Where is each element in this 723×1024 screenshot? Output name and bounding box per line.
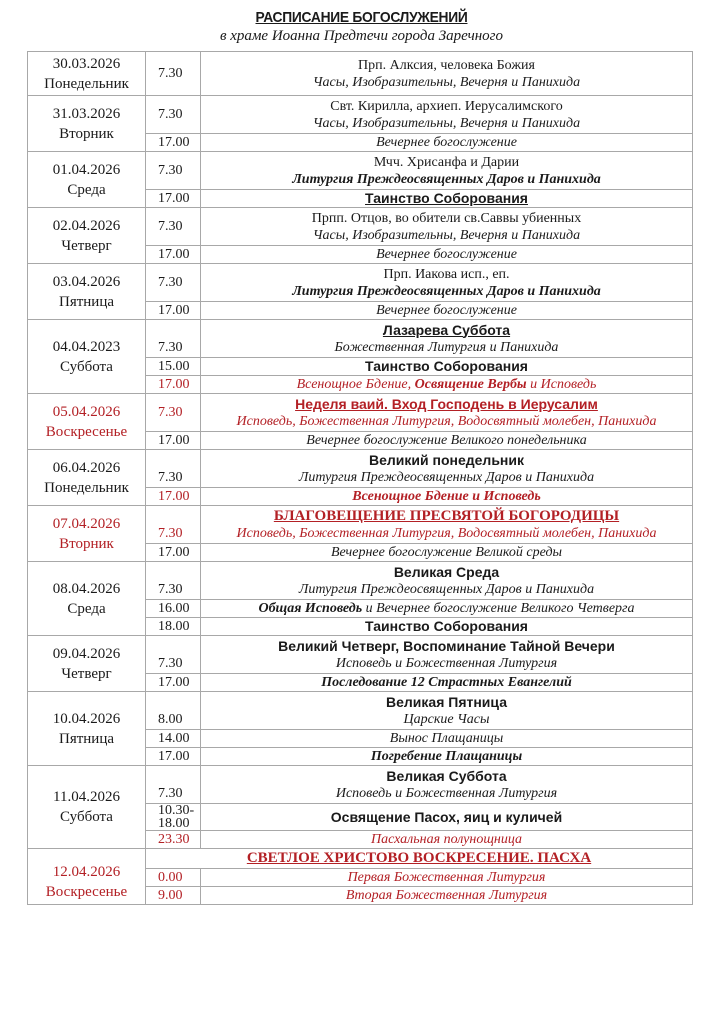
time-cell: 17.00 xyxy=(146,190,201,208)
time-cell: 7.30 xyxy=(146,96,201,134)
table-row xyxy=(28,849,693,869)
feast-name: Великая Пятница xyxy=(386,693,507,710)
date: 04.04.2023 xyxy=(52,338,121,355)
service-name: Литургия Преждеосвященных Даров и Панихида xyxy=(298,581,595,597)
date-cell xyxy=(28,562,146,636)
saint-name: Свт. Кирилла, архиеп. Иерусалимского xyxy=(330,98,563,114)
weekday: Суббота xyxy=(60,358,113,375)
date-cell xyxy=(28,506,146,562)
date: 03.04.2026 xyxy=(52,273,121,290)
time-cell: 0.00 xyxy=(146,869,201,887)
table-row xyxy=(28,264,693,302)
service-part-bold: Освящение Вербы xyxy=(414,377,527,392)
service-cell: Вечернее богослужение xyxy=(201,302,693,320)
service-cell xyxy=(201,152,693,190)
table-row xyxy=(28,208,693,246)
time-cell: 15.00 xyxy=(146,358,201,376)
service-name: Исповедь и Божественная Литургия xyxy=(335,655,558,671)
date: 07.04.2026 xyxy=(52,515,121,532)
service-cell: Вторая Божественная Литургия xyxy=(201,887,693,905)
time-cell: 7.30 xyxy=(146,636,201,674)
table-row xyxy=(28,692,693,730)
date: 12.04.2026 xyxy=(52,864,121,880)
table-row xyxy=(28,450,693,488)
weekday: Среда xyxy=(67,600,106,617)
saint-name: Прп. Алксия, человека Божия xyxy=(358,57,535,73)
weekday: Вторник xyxy=(59,125,114,142)
service-cell xyxy=(201,450,693,488)
date-cell xyxy=(28,52,146,96)
weekday: Пятница xyxy=(58,730,115,747)
time-cell: 16.00 xyxy=(146,600,201,618)
service-cell xyxy=(201,506,693,544)
date: 08.04.2026 xyxy=(52,580,121,597)
date-cell xyxy=(28,692,146,766)
saint-name: Прп. Иакова исп., еп. xyxy=(383,266,510,282)
service-name: Часы, Изобразительны, Вечерня и Панихида xyxy=(312,115,581,131)
weekday: Среда xyxy=(67,181,106,198)
time-cell: 7.30 xyxy=(146,52,201,96)
saint-name: Мчч. Хрисанфа и Дарии xyxy=(373,154,520,170)
service-name: Исповедь, Божественная Литургия, Водосвятный молебен, Панихида xyxy=(236,525,657,541)
date-cell xyxy=(28,264,146,320)
service-cell: Вечернее богослужение xyxy=(201,246,693,264)
time-cell: 7.30 xyxy=(146,766,201,804)
service-cell xyxy=(201,264,693,302)
service-name: Божественная Литургия и Панихида xyxy=(334,339,559,355)
service-cell: Вечернее богослужение Великой среды xyxy=(201,544,693,562)
service-cell xyxy=(201,208,693,246)
feast-name: Великая Суббота xyxy=(386,767,507,784)
date: 01.04.2026 xyxy=(52,161,121,178)
schedule-table xyxy=(27,51,693,905)
time-cell: 7.30 xyxy=(146,562,201,600)
time-cell: 9.00 xyxy=(146,887,201,905)
weekday: Воскресенье xyxy=(45,423,128,440)
time-cell: 7.30 xyxy=(146,152,201,190)
weekday: Четверг xyxy=(61,237,112,254)
time-cell: 7.30 xyxy=(146,506,201,544)
service-cell: Освящение Пасох, яиц и куличей xyxy=(201,804,693,831)
feast-name: Великий понедельник xyxy=(369,451,524,468)
table-row xyxy=(28,320,693,358)
service-cell: Погребение Плащаницы xyxy=(201,748,693,766)
service-cell xyxy=(201,376,693,394)
time-cell: 17.00 xyxy=(146,748,201,766)
service-part: и Исповедь xyxy=(526,377,597,392)
service-name: Исповедь и Божественная Литургия xyxy=(335,785,558,801)
weekday: Понедельник xyxy=(44,75,129,92)
service-cell xyxy=(201,692,693,730)
weekday: Понедельник xyxy=(44,479,129,496)
service-cell xyxy=(201,562,693,600)
date: 06.04.2026 xyxy=(52,459,121,476)
date-cell xyxy=(28,152,146,208)
date: 30.03.2026 xyxy=(52,55,121,72)
date: 31.03.2026 xyxy=(52,105,121,122)
weekday: Вторник xyxy=(59,535,114,552)
time-cell: 7.30 xyxy=(146,320,201,358)
date-cell xyxy=(28,849,146,905)
service-cell: Пасхальная полунощница xyxy=(201,831,693,849)
weekday: Воскресенье xyxy=(45,884,128,900)
service-cell xyxy=(201,320,693,358)
table-row xyxy=(28,52,693,96)
date-cell xyxy=(28,208,146,264)
time-cell: 17.00 xyxy=(146,246,201,264)
time-cell: 17.00 xyxy=(146,302,201,320)
time-cell: 17.00 xyxy=(146,544,201,562)
time-to: 18.00 xyxy=(158,816,190,831)
time-cell: 7.30 xyxy=(146,450,201,488)
service-cell: Вынос Плащаницы xyxy=(201,730,693,748)
feast-name: Великая Среда xyxy=(393,563,500,580)
service-part-bold: Общая Исповедь xyxy=(258,601,363,616)
service-part: и Вечернее богослужение Великого Четверга xyxy=(362,601,635,616)
service-name: Литургия Преждеосвященных Даров и Панихида xyxy=(292,171,601,187)
time-cell: 17.00 xyxy=(146,432,201,450)
weekday: Пятница xyxy=(58,293,115,310)
service-cell xyxy=(201,52,693,96)
service-cell xyxy=(201,636,693,674)
time-cell: 18.00 xyxy=(146,618,201,636)
feast-name: Лазарева Суббота xyxy=(382,321,511,338)
table-row xyxy=(28,152,693,190)
date: 10.04.2026 xyxy=(52,710,121,727)
service-cell xyxy=(201,766,693,804)
table-row xyxy=(28,766,693,804)
time-cell xyxy=(146,804,201,831)
table-row xyxy=(28,636,693,674)
date: 09.04.2026 xyxy=(52,645,121,662)
time-cell: 17.00 xyxy=(146,674,201,692)
table-row xyxy=(28,96,693,134)
time-cell: 17.00 xyxy=(146,134,201,152)
weekday: Суббота xyxy=(60,809,113,825)
time-cell: 7.30 xyxy=(146,264,201,302)
feast-name: СВЕТЛОЕ ХРИСТОВО ВОСКРЕСЕНИЕ. ПАСХА xyxy=(146,849,693,869)
service-cell xyxy=(201,394,693,432)
time-cell: 7.30 xyxy=(146,208,201,246)
feast-name: Великий Четверг, Воспоминание Тайной Вечери xyxy=(278,637,615,654)
service-name: Литургия Преждеосвященных Даров и Панихида xyxy=(292,283,601,299)
feast-name: БЛАГОВЕЩЕНИЕ ПРЕСВЯТОЙ БОГОРОДИЦЫ xyxy=(273,507,620,524)
service-cell: Последование 12 Страстных Евангелий xyxy=(201,674,693,692)
feast-name: Неделя ваий. Вход Господень в Иерусалим xyxy=(295,395,598,412)
table-row xyxy=(28,394,693,432)
service-cell: Таинство Соборования xyxy=(201,358,693,376)
saint-name: Прпп. Отцов, во обители св.Саввы убиенных xyxy=(311,210,582,226)
service-name: Часы, Изобразительны, Вечерня и Панихида xyxy=(312,227,581,243)
service-cell xyxy=(201,600,693,618)
date-cell xyxy=(28,96,146,152)
service-cell xyxy=(201,96,693,134)
service-name: Литургия Преждеосвященных Даров и Панихида xyxy=(298,469,595,485)
date-cell xyxy=(28,766,146,849)
date-cell xyxy=(28,636,146,692)
page-subtitle: в храме Иоанна Предтечи города Заречного xyxy=(219,28,504,44)
date-cell xyxy=(28,320,146,394)
service-cell: Таинство Соборования xyxy=(201,190,693,208)
time-cell: 8.00 xyxy=(146,692,201,730)
date: 02.04.2026 xyxy=(52,217,121,234)
date: 05.04.2026 xyxy=(52,403,121,420)
date-cell xyxy=(28,450,146,506)
service-cell: Вечернее богослужение Великого понедельника xyxy=(201,432,693,450)
service-part: Всенощное Бдение, xyxy=(296,377,415,392)
time-cell: 17.00 xyxy=(146,488,201,506)
service-cell: Первая Божественная Литургия xyxy=(201,869,693,887)
service-cell: Всенощное Бдение и Исповедь xyxy=(201,488,693,506)
page-title: РАСПИСАНИЕ БОГОСЛУЖЕНИЙ xyxy=(255,9,468,26)
service-name: Часы, Изобразительны, Вечерня и Панихида xyxy=(312,74,581,90)
time-cell: 7.30 xyxy=(146,394,201,432)
weekday: Четверг xyxy=(61,665,112,682)
service-cell: Вечернее богослужение xyxy=(201,134,693,152)
time-cell: 23.30 xyxy=(146,831,201,849)
service-name: Исповедь, Божественная Литургия, Водосвятный молебен, Панихида xyxy=(236,413,657,429)
table-row xyxy=(28,506,693,544)
time-from: 10.30- xyxy=(158,803,195,818)
date-cell xyxy=(28,394,146,450)
service-cell: Таинство Соборования xyxy=(201,618,693,636)
service-name: Царские Часы xyxy=(403,711,490,727)
table-row xyxy=(28,562,693,600)
date: 11.04.2026 xyxy=(53,789,120,805)
time-cell: 14.00 xyxy=(146,730,201,748)
time-cell: 17.00 xyxy=(146,376,201,394)
